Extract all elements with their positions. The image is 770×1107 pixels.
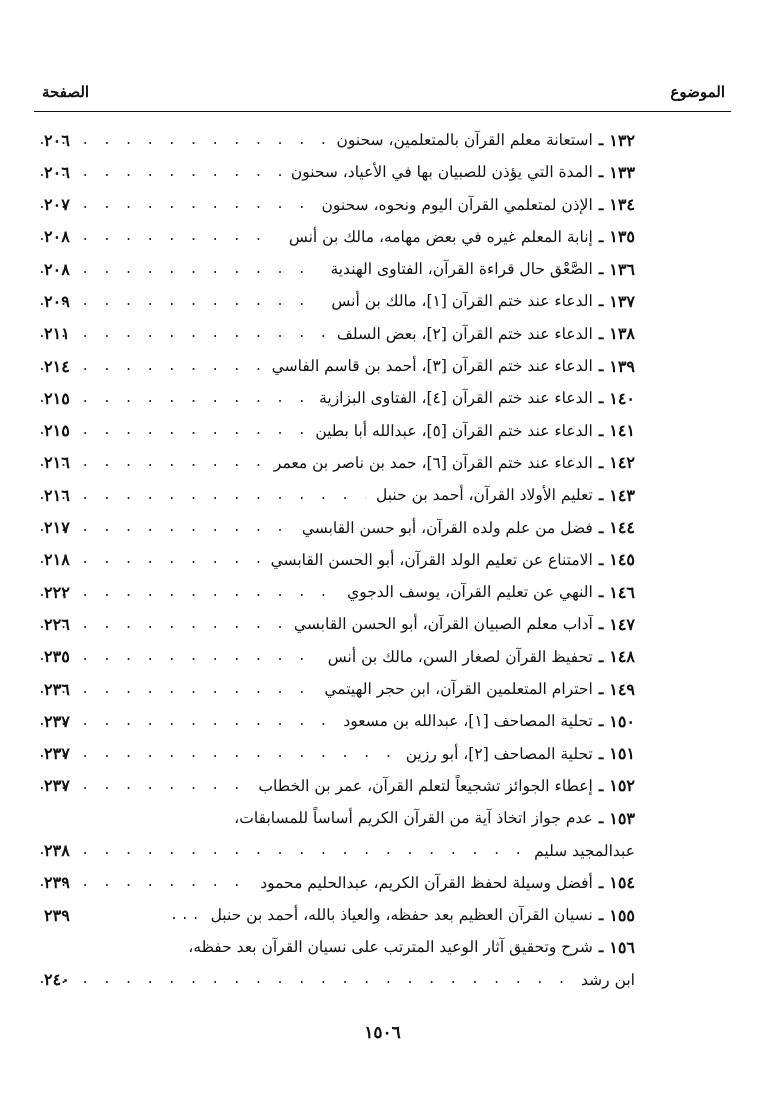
toc-page xyxy=(30,0,735,1107)
entry-dash: ـ xyxy=(598,680,604,699)
entry-number: ١٥٤ xyxy=(609,873,635,893)
toc-entry xyxy=(30,318,735,350)
entry-dash: ـ xyxy=(598,938,604,957)
entry-dash: ـ xyxy=(598,583,604,602)
toc-entry xyxy=(30,189,735,221)
entry-title: تعليم الأولاد القرآن، أحمد بن حنبل xyxy=(376,486,593,505)
entry-title: أفضل وسيلة لحفظ القرآن الكريم، عبدالحليم محمود xyxy=(260,873,593,892)
entry-page: ٢٠٨ xyxy=(44,259,70,279)
entry-number: ١٥٥ xyxy=(609,905,635,925)
entry-dash: ـ xyxy=(598,486,604,505)
toc-entry xyxy=(30,221,735,253)
entry-title: آداب معلم الصبيان القرآن، أبو الحسن القابسي xyxy=(293,615,593,634)
entry-page: ٢١٧ xyxy=(44,518,70,538)
page-column-label: الصفحة xyxy=(42,83,90,101)
entry-dash: ـ xyxy=(598,195,604,214)
entry-title: الإذن لمتعلمي القرآن اليوم ونحوه، سحنون xyxy=(321,195,593,214)
entry-number: ١٤٧ xyxy=(609,614,635,634)
entry-page: ٢٣٦ xyxy=(44,679,70,699)
entry-page: ٢٠٧ xyxy=(44,195,70,215)
entry-page: ٢١٥ xyxy=(44,388,70,408)
toc-entry xyxy=(30,641,735,673)
toc-entry xyxy=(30,738,735,770)
entry-dash: ـ xyxy=(598,906,604,925)
entry-number: ١٣٣ xyxy=(609,162,635,182)
entry-title: إنابة المعلم غيره في بعض مهامه، مالك بن أنس xyxy=(288,227,593,246)
entry-dash: ـ xyxy=(598,453,604,472)
toc-entry xyxy=(30,253,735,285)
entry-page: ٢٣٩ xyxy=(44,873,70,893)
toc-entry xyxy=(30,802,735,867)
entry-dash: ـ xyxy=(598,776,604,795)
entry-title: تحلية المصاحف [١]، عبدالله بن مسعود xyxy=(343,712,593,731)
entry-number: ١٤٣ xyxy=(609,485,635,505)
header-divider xyxy=(34,111,731,112)
entry-dash: ـ xyxy=(598,389,604,408)
entry-dash: ـ xyxy=(598,744,604,763)
entry-number: ١٥٠ xyxy=(609,711,635,731)
entry-title: الدعاء عند ختم القرآن [٥]، عبدالله أبا بطين xyxy=(315,421,593,440)
entry-page: ٢٢٢ xyxy=(44,582,70,602)
entry-number: ١٣٥ xyxy=(609,227,635,247)
entry-dash: ـ xyxy=(598,518,604,537)
toc-entry xyxy=(30,576,735,608)
entry-number: ١٥٦ xyxy=(609,937,635,957)
entry-title-continuation: ابن رشد xyxy=(581,970,635,989)
entry-dash: ـ xyxy=(598,647,604,666)
entry-title: الصَّعْق حال قراءة القرآن، الفتاوى الهندية xyxy=(330,260,593,279)
toc-entry xyxy=(30,867,735,899)
entry-dash: ـ xyxy=(598,809,604,828)
entry-number: ١٤٦ xyxy=(609,582,635,602)
entry-title: الدعاء عند ختم القرآن [٦]، حمد بن ناصر بن معمر xyxy=(273,453,593,472)
entry-number: ١٤٩ xyxy=(609,679,635,699)
entry-page: ٢٢٦ xyxy=(44,614,70,634)
entry-dash: ـ xyxy=(598,712,604,731)
entry-number: ١٥٣ xyxy=(609,808,635,828)
entry-page: ٢٠٦ xyxy=(44,130,70,150)
entry-dash: ـ xyxy=(598,260,604,279)
entry-title: تحلية المصاحف [٢]، أبو رزين xyxy=(405,744,593,763)
toc-entry xyxy=(30,899,735,931)
toc-entry xyxy=(30,382,735,414)
entry-number: ١٤١ xyxy=(609,421,635,441)
entry-page: ٢٣٥ xyxy=(44,647,70,667)
entry-page: ٢٣٧ xyxy=(44,744,70,764)
entry-number: ١٣٢ xyxy=(609,130,635,150)
toc-entry xyxy=(30,512,735,544)
toc-entry xyxy=(30,415,735,447)
entry-dash: ـ xyxy=(598,873,604,892)
entry-title: عدم جواز اتخاذ آية من القرآن الكريم أساساً للمسابقات، xyxy=(234,809,593,828)
toc-entry xyxy=(30,285,735,317)
entry-number: ١٥١ xyxy=(609,744,635,764)
entry-number: ١٤٢ xyxy=(609,453,635,473)
entry-title: احترام المتعلمين القرآن، ابن حجر الهيتمي xyxy=(324,680,593,699)
toc-entry xyxy=(30,931,735,996)
toc-entry xyxy=(30,544,735,576)
entry-dash: ـ xyxy=(598,131,604,149)
entry-page: ٢١٦ xyxy=(44,453,70,473)
entry-title: شرح وتحقيق آثار الوعيد المترتب على نسيان القرآن بعد حفظه، xyxy=(188,938,593,957)
entry-page: ٢١١ xyxy=(44,324,70,344)
leader-dots xyxy=(38,972,571,987)
toc-entry xyxy=(30,124,735,156)
entry-page: ٢٠٩ xyxy=(44,291,70,311)
entry-title: فضل من علم ولده القرآن، أبو حسن القابسي xyxy=(301,518,593,537)
toc-entry xyxy=(30,447,735,479)
entry-title: تحفيظ القرآن لصغار السن، مالك بن أنس xyxy=(327,647,593,666)
entry-title-continuation: عبدالمجيد سليم xyxy=(534,841,635,860)
entry-title: إعطاء الجوائز تشجيعاً لتعلم القرآن، عمر بن الخطاب xyxy=(258,776,593,795)
entry-dash: ـ xyxy=(598,292,604,311)
entry-title: الدعاء عند ختم القرآن [٤]، الفتاوى البزازية xyxy=(319,389,593,408)
entry-dash: ـ xyxy=(598,227,604,246)
entry-title: الدعاء عند ختم القرآن [٢]، بعض السلف xyxy=(336,324,593,343)
entry-dash: ـ xyxy=(598,550,604,569)
entry-page: ٢٣٧ xyxy=(44,776,70,796)
entry-title: النهي عن تعليم القرآن، يوسف الدجوي xyxy=(347,583,593,602)
toc-entry xyxy=(30,350,735,382)
entry-number: ١٤٠ xyxy=(609,388,635,408)
entry-title: الدعاء عند ختم القرآن [٣]، أحمد بن قاسم الفاسي xyxy=(271,357,593,376)
entry-page: ٢١٤ xyxy=(44,356,70,376)
entry-page: ٢٣٨ xyxy=(44,841,70,861)
entry-number: ١٣٦ xyxy=(609,259,635,279)
entry-dash: ـ xyxy=(598,357,604,376)
entry-dash: ـ xyxy=(598,421,604,440)
entry-title: الامتناع عن تعليم الولد القرآن، أبو الحسن القابسي xyxy=(270,550,593,569)
toc-header xyxy=(30,77,735,107)
entry-page: ٢١٥ xyxy=(44,421,70,441)
topic-column-label: الموضوع xyxy=(670,83,725,101)
page-number: ١٥٠٦ xyxy=(364,1023,401,1043)
toc-entry xyxy=(30,608,735,640)
entry-number: ١٣٩ xyxy=(609,356,635,376)
entry-number: ١٤٤ xyxy=(609,518,635,538)
toc-entry xyxy=(30,479,735,511)
entry-page: ٢٠٦ xyxy=(44,162,70,182)
entry-title: الدعاء عند ختم القرآن [١]، مالك بن أنس xyxy=(331,292,593,311)
entry-number: ١٥٢ xyxy=(609,776,635,796)
entry-number: ١٣٤ xyxy=(609,195,635,215)
entry-page: ٢٤٠ xyxy=(44,970,70,990)
entry-title: المدة التي يؤذن للصبيان بها في الأعياد، سحنون xyxy=(290,163,593,182)
entry-page: ٢٣٩ xyxy=(44,905,70,925)
entry-page: ٢٣٧ xyxy=(44,711,70,731)
entry-page: ٢٠٨ xyxy=(44,227,70,247)
entry-page: ٢١٦ xyxy=(44,485,70,505)
entry-dash: ـ xyxy=(598,615,604,634)
entry-number: ١٤٨ xyxy=(609,647,635,667)
entry-dash: ـ xyxy=(598,324,604,343)
leader-dots: ... xyxy=(170,907,203,923)
entry-number: ١٣٨ xyxy=(609,324,635,344)
entry-title: نسيان القرآن العظيم بعد حفظه، والعياذ بالله، أحمد بن حنبل xyxy=(210,906,593,925)
toc-entry xyxy=(30,673,735,705)
entry-number: ١٤٥ xyxy=(609,550,635,570)
toc-entry xyxy=(30,156,735,188)
toc-entry xyxy=(30,705,735,737)
toc-entries xyxy=(30,124,735,996)
entry-dash: ـ xyxy=(598,163,604,182)
entry-number: ١٣٧ xyxy=(609,291,635,311)
entry-page: ٢١٨ xyxy=(44,550,70,570)
toc-entry xyxy=(30,770,735,802)
entry-title: استعانة معلم القرآن بالمتعلمين، سحنون xyxy=(336,131,593,149)
